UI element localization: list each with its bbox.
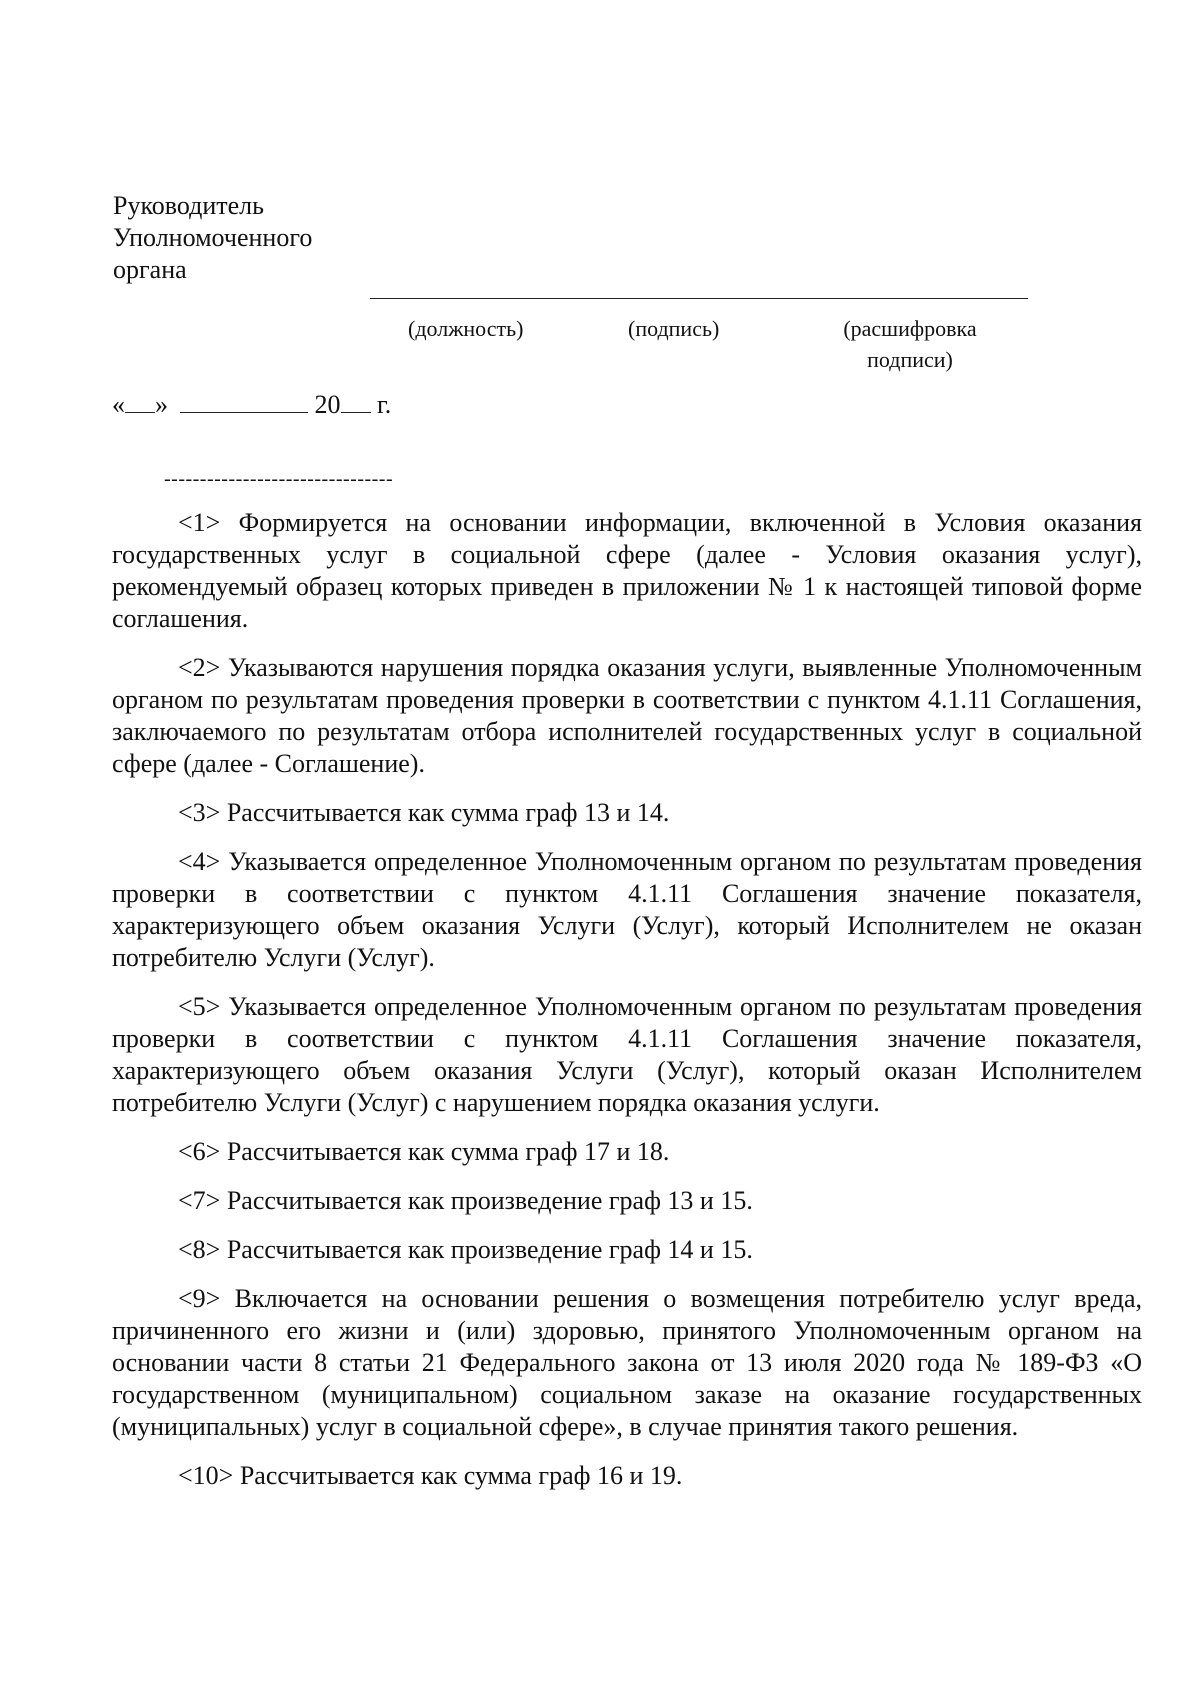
footnote: <4> Указывается определенное Уполномоченным органом по результатам проведения проверки в соответствии с пунктом 4.1.11 Соглашения значение показателя, характеризующего объем оказания Услуги (Услуг), который Исполнителем не оказан потребителю Услуги (Услуг). [112,847,1142,972]
date-line [112,389,391,421]
footnote: <1> Формируется на основании информации, включенной в Условия оказания государственных услуг в социальной сфере (далее - Условия оказания услуг), рекомендуемый образец которых приведен в приложении № 1 к настоящей типовой форме соглашения. [112,508,1142,633]
date-close-quote: » [155,390,168,419]
footnotes [112,507,1142,1509]
signer-title [113,190,312,286]
date-month-blank [180,390,308,413]
footnote: <5> Указывается определенное Уполномоченным органом по результатам проведения проверки в соответствии с пунктом 4.1.11 Соглашения значение показателя, характеризующего объем оказания Услуги (Услуг), который оказан Исполнителем потребителю Услуги (Услуг) с нарушением порядка оказания услуги. [112,992,1142,1117]
signature-decoding-caption [818,313,1002,375]
date-year-suffix: г. [370,390,392,419]
signature-decoding-caption-line: подписи) [867,347,953,372]
signature-line [736,298,1028,299]
footnote: <6> Рассчитывается как сумма граф 17 и 18. [178,1137,670,1166]
date-day-blank [125,390,155,413]
signature-line [370,298,736,299]
signer-title-line: Руководитель [113,191,264,220]
date-open-quote: « [112,390,125,419]
footnote: <10> Рассчитывается как сумма граф 16 и 19. [178,1461,683,1490]
date-year-blank [341,390,371,413]
signature-decoding-caption-line: (расшифровка [843,316,977,341]
footnote: <8> Рассчитывается как произведение граф 14 и 15. [178,1235,753,1264]
footnote: <3> Рассчитывается как сумма граф 13 и 14. [178,798,670,827]
footnote: <7> Рассчитывается как произведение граф 13 и 15. [178,1186,753,1215]
date-year-prefix: 20 [314,390,341,419]
footnote-separator: -------------------------------- [164,468,394,490]
footnote: <2> Указываются нарушения порядка оказания услуги, выявленные Уполномоченным органом по результатам проведения проверки в соответствии с пунктом 4.1.11 Соглашения, заключаемого по результатам отбора исполнителей государственных услуг в социальной сфере (далее - Соглашение). [112,653,1142,778]
signer-title-line: органа [113,255,187,284]
signature-caption: (подпись) [628,316,720,341]
position-caption: (должность) [408,316,524,341]
footnote: <9> Включается на основании решения о возмещения потребителю услуг вреда, причиненного его жизни и (или) здоровью, принятого Уполномоченным органом на основании части 8 статьи 21 Федерального закона от 13 июля 2020 года № 189-ФЗ «О государственном (муниципальном) социальном заказе на оказание государственных (муниципальных) услуг в социальной сфере», в случае принятия такого решения. [112,1284,1142,1441]
signer-title-line: Уполномоченного [113,223,313,252]
